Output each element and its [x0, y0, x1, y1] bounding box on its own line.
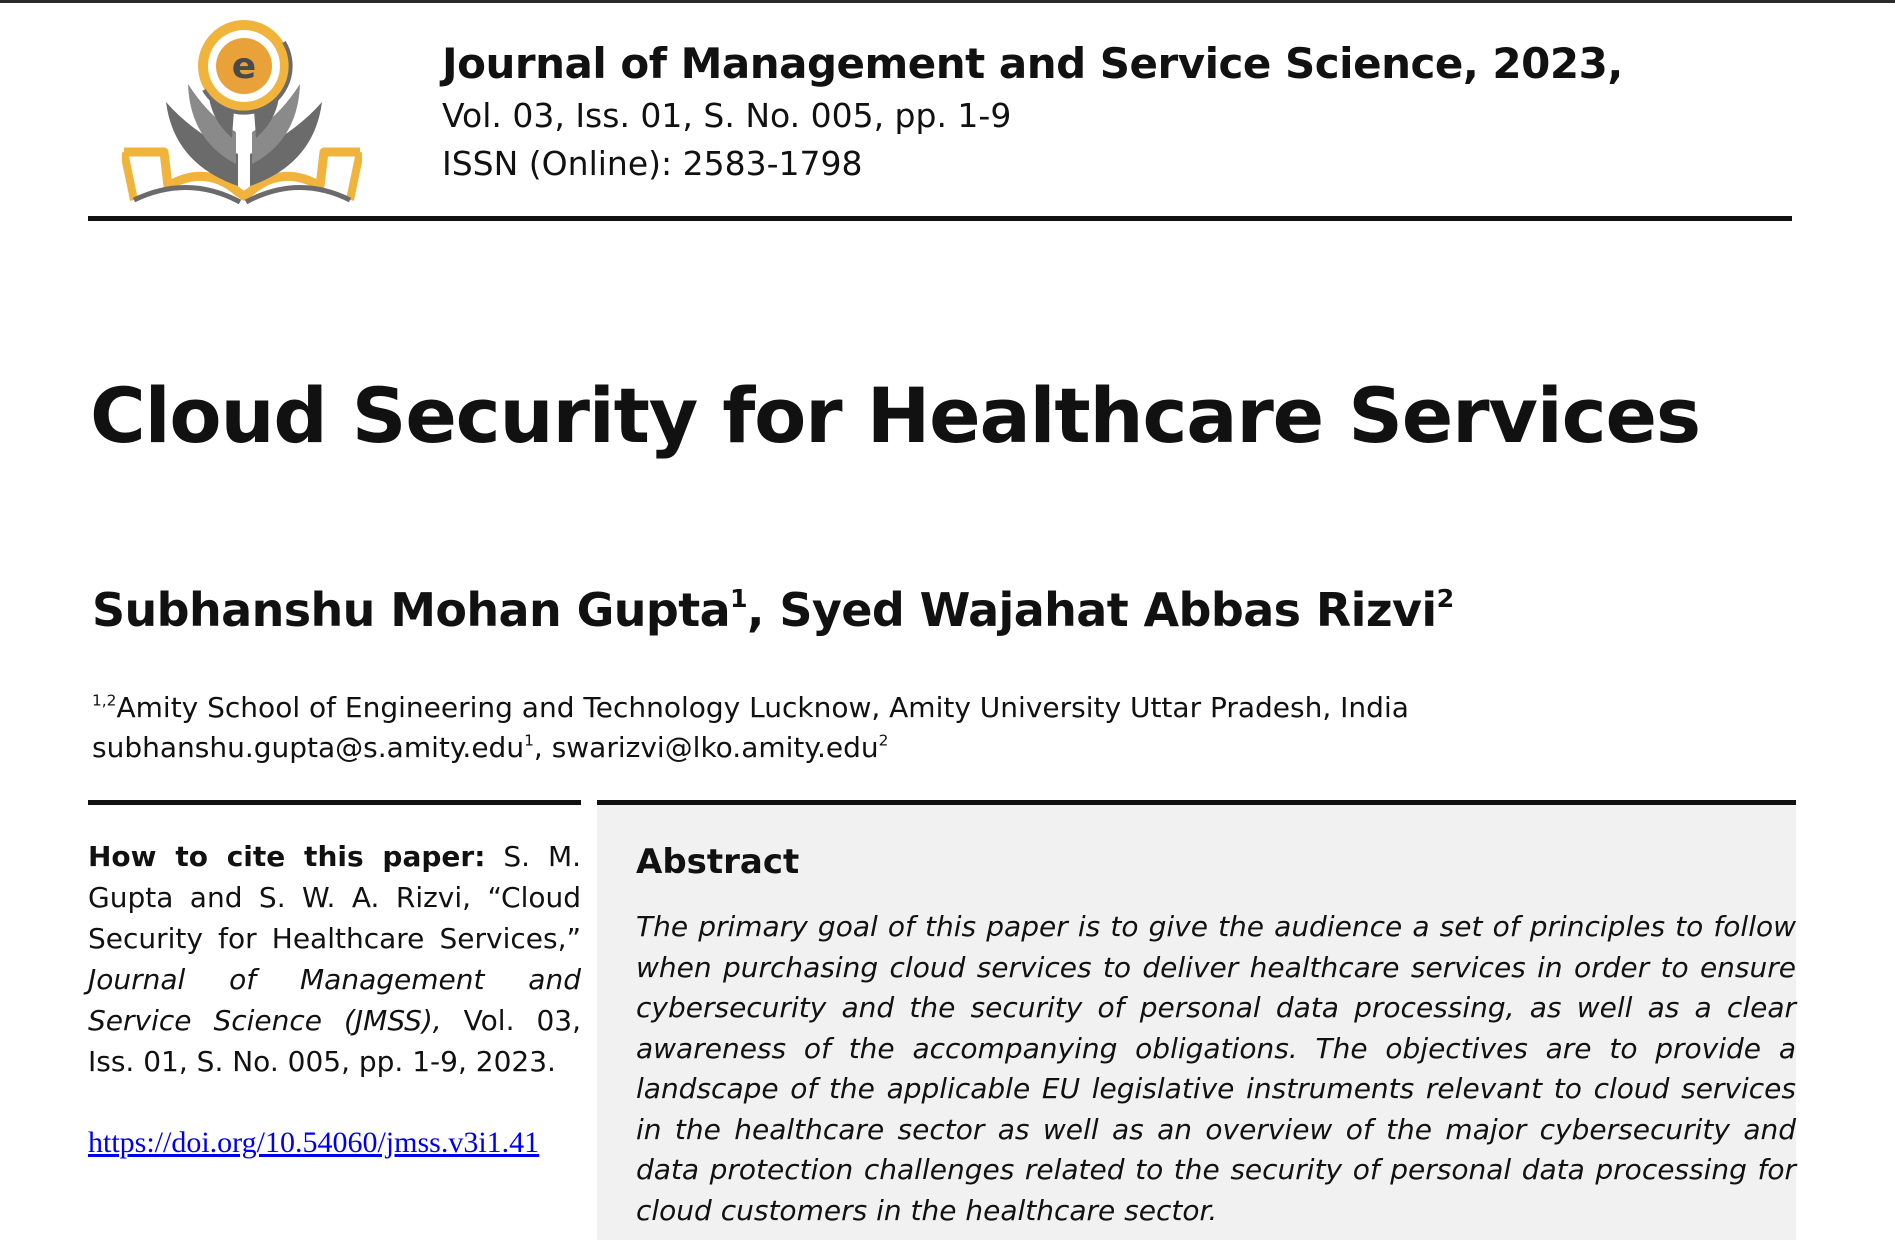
author-name: Syed Wajahat Abbas Rizvi: [779, 583, 1437, 637]
citation-journal: Journal of Management and Service Science (JMSS),: [88, 963, 581, 1037]
citation-text: S. M. Gupta and S. W. A. Rizvi, “Cloud Security for Healthcare Services,”: [88, 840, 581, 955]
email-sup: 2: [878, 731, 889, 750]
citation-label: How to cite this paper:: [88, 840, 486, 873]
author-name: Subhanshu Mohan Gupta: [92, 583, 731, 637]
affiliation-text: Amity School of Engineering and Technology Lucknow, Amity University Uttar Pradesh, India: [116, 691, 1409, 724]
author-list: [92, 578, 1454, 642]
doi-link[interactable]: https://doi.org/10.54060/jmss.v3i1.41: [88, 1126, 540, 1159]
header-divider: [88, 216, 1792, 221]
paper-title: Cloud Security for Healthcare Services: [90, 371, 1700, 460]
author-separator: ,: [747, 583, 780, 637]
journal-header: [442, 36, 1742, 188]
author-sup: 2: [1436, 584, 1454, 614]
citation-text-end: Vol. 03, Iss. 01, S. No. 005, pp. 1-9, 2023.: [88, 1004, 581, 1078]
email-line: [92, 728, 1409, 768]
email-separator: ,: [533, 731, 552, 764]
journal-name: Journal of Management and Service Science, 2023,: [442, 39, 1623, 88]
author-sup: 1: [730, 584, 748, 614]
abstract-heading: Abstract: [636, 842, 800, 882]
email-sup: 1: [524, 731, 534, 750]
citation-column-rule: [88, 800, 581, 805]
logo-letter: e: [231, 46, 257, 87]
affiliation-sup: 1,2: [92, 691, 117, 710]
author-email[interactable]: subhanshu.gupta@s.amity.edu: [92, 731, 525, 764]
volume-line: Vol. 03, Iss. 01, S. No. 005, pp. 1-9: [442, 96, 1012, 135]
journal-logo-icon: [122, 14, 362, 204]
abstract-text: The primary goal of this paper is to give the audience a set of principles to follow when purchasing cloud services to deliver healthcare services in order to ensure cybersecurity and the security of personal data processing, as well as a clear awareness of the accompanying obligations. The objectives are to provide a landscape of the applicable EU legislative instruments relevant to cloud services in the healthcare sector as well as an overview of the major cybersecurity and data protection challenges related to the security of personal data processing for cloud customers in the healthcare sector.: [636, 910, 1796, 1227]
affiliation-block: [92, 688, 1409, 768]
citation-block: [88, 836, 581, 1082]
issn-line: ISSN (Online): 2583-1798: [442, 144, 863, 183]
author-email[interactable]: swarizvi@lko.amity.edu: [551, 731, 879, 764]
affiliation-line: [92, 688, 1409, 728]
top-edge-rule: [0, 0, 1895, 3]
